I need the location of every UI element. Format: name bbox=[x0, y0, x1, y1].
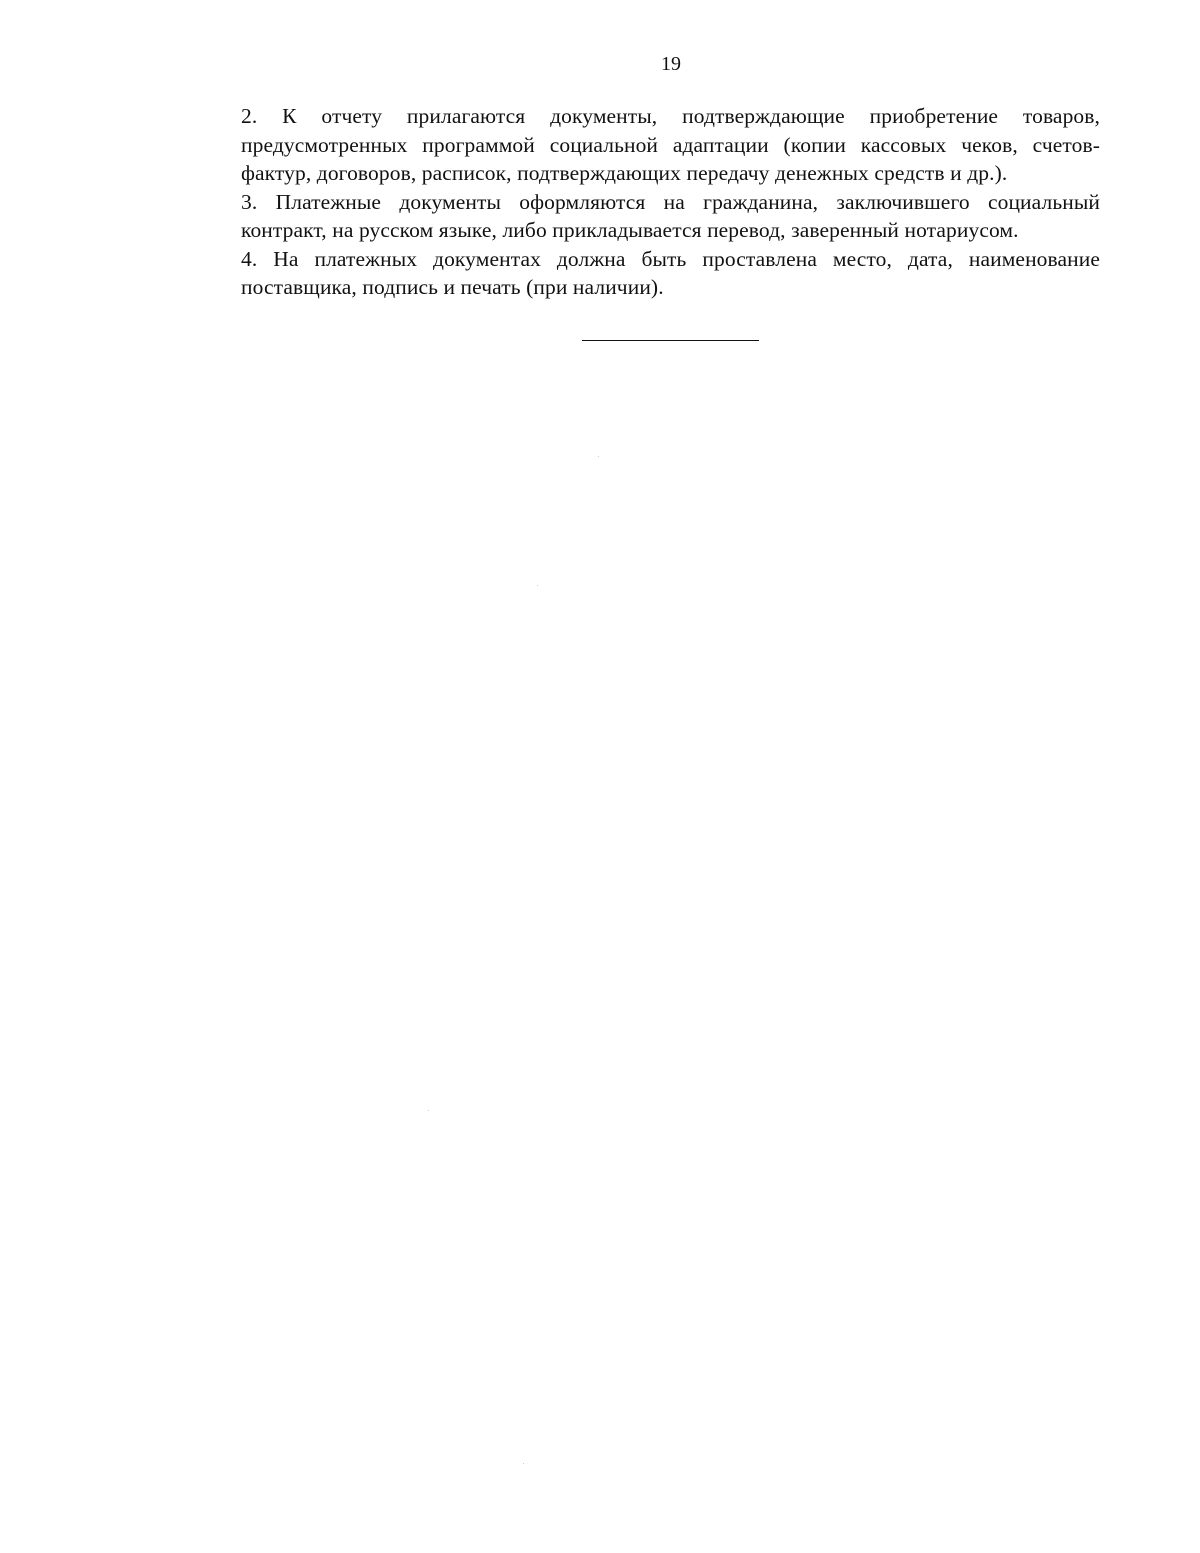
document-body bbox=[241, 102, 1100, 302]
scan-speck bbox=[598, 456, 599, 457]
scan-speck bbox=[428, 1110, 429, 1111]
paragraph-item-3: 3. Платежные документы оформляются на гражданина, заключившего социальный контракт, на русском языке, либо прикладывается перевод, заверенный нотариусом. bbox=[241, 189, 1100, 242]
scan-speck bbox=[523, 1463, 524, 1464]
page-number: 19 bbox=[661, 53, 681, 75]
scan-speck bbox=[537, 585, 538, 586]
end-of-text-divider bbox=[582, 340, 759, 341]
paragraph-item-4: 4. На платежных документах должна быть проставлена место, дата, наименование поставщика, подпись и печать (при наличии). bbox=[241, 246, 1100, 299]
paragraph-item-2: 2. К отчету прилагаются документы, подтверждающие приобретение товаров, предусмотренных программой социальной адаптации (копии кассовых чеков, счетов-фактур, договоров, расписок, подтверждающих передачу денежных средств и др.). bbox=[241, 104, 1100, 185]
